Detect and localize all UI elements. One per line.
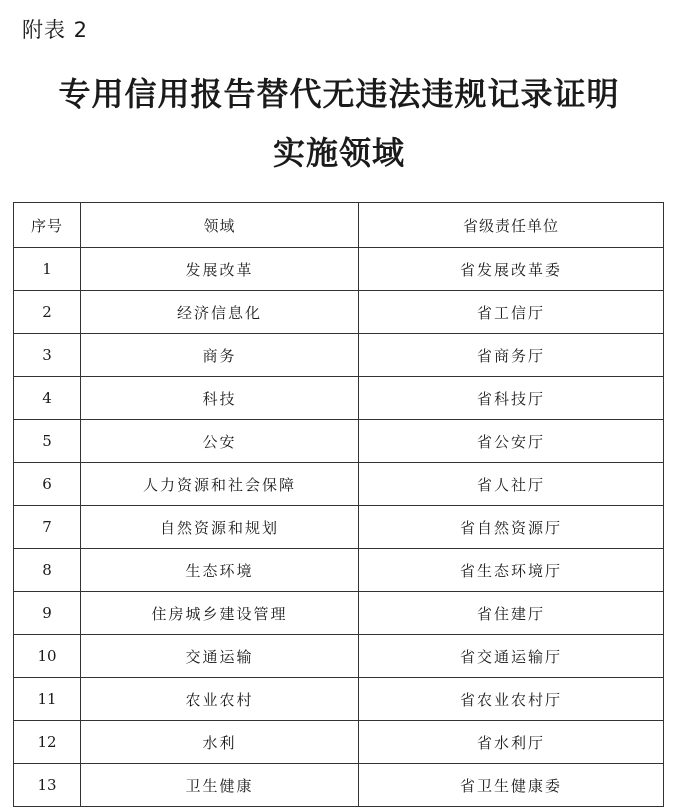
table-header-row [14, 203, 664, 248]
row-field: 人力资源和社会保障 [81, 463, 359, 506]
table-row [14, 420, 664, 463]
header-seq: 序号 [14, 203, 81, 248]
row-field: 水利 [81, 721, 359, 764]
row-unit: 省交通运输厅 [359, 635, 664, 678]
table-row [14, 592, 664, 635]
header-field: 领域 [81, 203, 359, 248]
row-field: 发展改革 [81, 248, 359, 291]
row-seq: 8 [14, 549, 81, 592]
table-row [14, 377, 664, 420]
table-row [14, 678, 664, 721]
row-seq: 1 [14, 248, 81, 291]
domain-table [13, 202, 664, 807]
document-title-line-2: 实施领域 [272, 134, 405, 172]
row-unit: 省自然资源厅 [359, 506, 664, 549]
row-seq: 13 [14, 764, 81, 807]
table-row [14, 291, 664, 334]
domain-table-container [13, 202, 663, 807]
row-seq: 2 [14, 291, 81, 334]
row-unit: 省生态环境厅 [359, 549, 664, 592]
row-unit: 省人社厅 [359, 463, 664, 506]
row-unit: 省水利厅 [359, 721, 664, 764]
row-field: 生态环境 [81, 549, 359, 592]
row-field: 公安 [81, 420, 359, 463]
table-row [14, 248, 664, 291]
row-seq: 6 [14, 463, 81, 506]
header-unit: 省级责任单位 [359, 203, 664, 248]
row-seq: 12 [14, 721, 81, 764]
row-seq: 10 [14, 635, 81, 678]
row-unit: 省住建厅 [359, 592, 664, 635]
row-seq: 7 [14, 506, 81, 549]
row-seq: 3 [14, 334, 81, 377]
row-field: 交通运输 [81, 635, 359, 678]
row-unit: 省发展改革委 [359, 248, 664, 291]
row-field: 农业农村 [81, 678, 359, 721]
row-seq: 5 [14, 420, 81, 463]
row-seq: 11 [14, 678, 81, 721]
row-unit: 省公安厅 [359, 420, 664, 463]
row-field: 自然资源和规划 [81, 506, 359, 549]
row-field: 卫生健康 [81, 764, 359, 807]
table-row [14, 764, 664, 807]
table-row [14, 463, 664, 506]
row-seq: 9 [14, 592, 81, 635]
table-row [14, 721, 664, 764]
row-seq: 4 [14, 377, 81, 420]
row-unit: 省农业农村厅 [359, 678, 664, 721]
appendix-label: 附表 2 [22, 18, 89, 42]
row-unit: 省工信厅 [359, 291, 664, 334]
table-row [14, 334, 664, 377]
document-title-line-1: 专用信用报告替代无违法违规记录证明 [58, 75, 620, 113]
row-unit: 省卫生健康委 [359, 764, 664, 807]
row-field: 经济信息化 [81, 291, 359, 334]
table-row [14, 635, 664, 678]
row-field: 商务 [81, 334, 359, 377]
row-unit: 省科技厅 [359, 377, 664, 420]
row-unit: 省商务厅 [359, 334, 664, 377]
table-row [14, 506, 664, 549]
row-field: 科技 [81, 377, 359, 420]
row-field: 住房城乡建设管理 [81, 592, 359, 635]
table-row [14, 549, 664, 592]
